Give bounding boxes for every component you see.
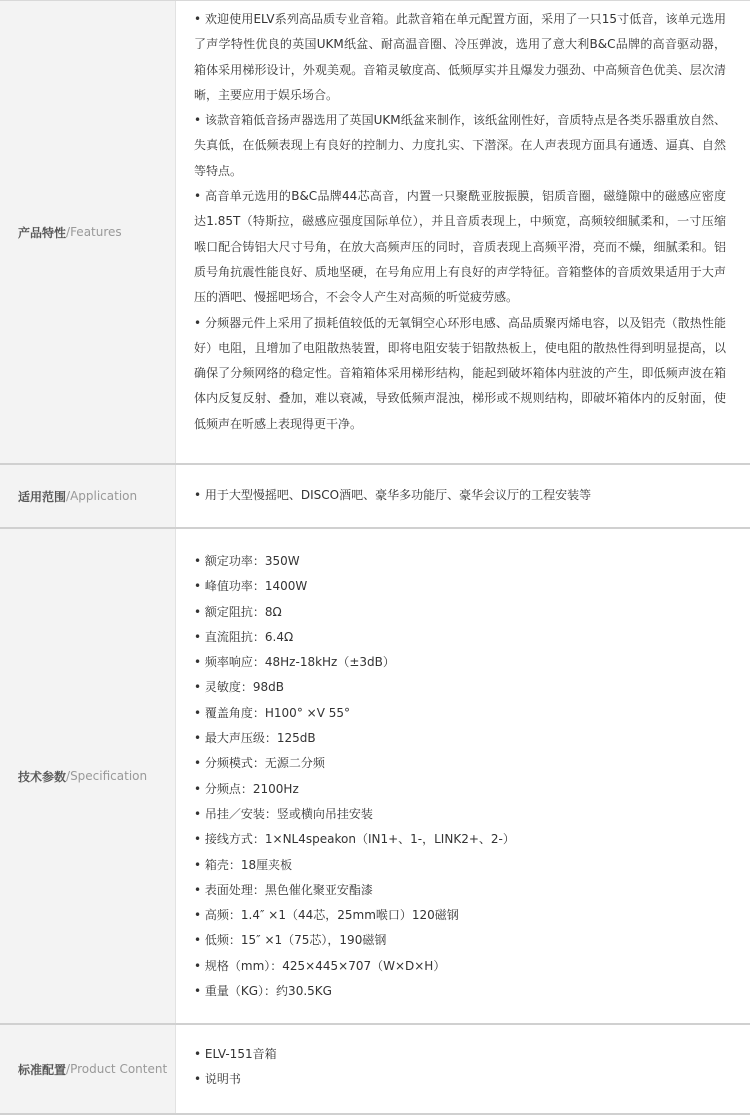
spec-item: • 频率响应：48Hz-18kHz（±3dB）	[194, 655, 395, 670]
application-item: • 用于大型慢摇吧、DISCO酒吧、豪华多功能厅、豪华会议厅的工程安装等	[194, 488, 592, 503]
label-separator: /	[66, 225, 71, 239]
product-content-item: • ELV-151音箱	[194, 1047, 277, 1061]
spec-item: • 直流阻抗：6.4Ω	[194, 629, 294, 644]
product-content-label	[0, 1025, 176, 1113]
spec-item: • 重量（KG）：约30.5KG	[194, 984, 332, 999]
product-content-content	[176, 1025, 750, 1113]
spec-item: • 峰值功率：1400W	[194, 579, 308, 594]
features-paragraph: • 该款音箱低音扬声器选用了英国UKM纸盆来制作，该纸盆刚性好，音质特点是各类乐器重放自然、失真低，在低频表现上有良好的控制力、力度扎实、下潜深。在人声表现方面具有通透、逼真、自然等特点。	[194, 113, 726, 178]
features-paragraph: • 欢迎使用ELV系列高品质专业音箱。此款音箱在单元配置方面，采用了一只15寸低音，该单元选用了声学特性优良的英国UKM纸盆、耐高温音圈、冷压弹波，选用了意大利B&C品牌的高音驱动器，箱体采用梯形设计，外观美观。音箱灵敏度高、低频厚实并且爆发力强劲、中高频音色优美、层次清晰，主要应用于娱乐场合。	[194, 12, 726, 102]
spec-item: • 最大声压级：125dB	[194, 731, 316, 746]
spec-item: • 额定功率：350W	[194, 554, 300, 568]
features-content	[176, 1, 750, 463]
product-content-section	[0, 1025, 750, 1115]
application-label-cn: 适用范围	[18, 489, 67, 504]
specification-label-cn: 技术参数	[18, 769, 67, 784]
features-label	[0, 1, 176, 463]
specification-content	[176, 529, 750, 1023]
spec-item: • 灵敏度：98dB	[194, 680, 285, 695]
spec-item: • 接线方式：1×NL4speakon（IN1+、1-，LINK2+、2-）	[194, 832, 515, 847]
application-section	[0, 465, 750, 529]
specification-section	[0, 529, 750, 1025]
application-content	[176, 465, 750, 527]
spec-item: • 吊挂／安装：竖或横向吊挂安装	[194, 806, 373, 821]
specification-label	[0, 529, 176, 1023]
spec-item: • 低频：15″ ×1（75芯），190磁钢	[194, 933, 387, 948]
spec-item: • 分频点：2100Hz	[194, 781, 299, 796]
spec-item: • 额定阻抗：8Ω	[194, 604, 282, 619]
product-content-label-cn: 标准配置	[18, 1062, 67, 1077]
spec-item: • 表面处理：黑色催化聚亚安酯漆	[194, 882, 373, 897]
label-separator: /	[66, 489, 71, 503]
specification-label-en: Specification	[70, 769, 148, 783]
features-label-en: Features	[70, 225, 122, 239]
spec-item: • 规格（mm）：425×445×707（W×D×H）	[194, 958, 446, 973]
label-separator: /	[66, 769, 71, 783]
spec-item: • 覆盖角度：H100° ×V 55°	[194, 705, 350, 720]
application-label-en: Application	[70, 489, 138, 503]
features-paragraph: • 高音单元选用的B&C品牌44芯高音，内置一只聚酰亚胺振膜，铝质音圈，磁缝隙中的磁感应密度达1.85T（特斯拉，磁感应强度国际单位），并且音质表现上，中频宽，高频较细腻柔和，一寸压缩喉口配合铸铝大尺寸号角，在放大高频声压的同时，音质表现上高频平滑，亮而不燥，细腻柔和。铝质号角抗震性能良好、质地坚硬，在号角应用上有良好的声学特征。音箱整体的音质效果适用于大声压的酒吧、慢摇吧场合，不会令人产生对高频的听觉疲劳感。	[194, 189, 726, 305]
product-content-label-en: Product Content	[70, 1062, 168, 1076]
features-label-cn: 产品特性	[18, 225, 67, 240]
application-label	[0, 465, 176, 527]
features-section	[0, 1, 750, 465]
label-separator: /	[66, 1062, 71, 1076]
spec-item: • 高频：1.4″ ×1（44芯，25mm喉口）120磁钢	[194, 908, 459, 923]
spec-item: • 分频模式：无源二分频	[194, 756, 325, 771]
features-paragraph: • 分频器元件上采用了损耗值较低的无氧铜空心环形电感、高品质聚丙烯电容，以及铝壳（散热性能好）电阻，且增加了电阻散热装置，即将电阻安装于铝散热板上，使电阻的散热性得到明显提高，以确保了分频网络的稳定性。音箱箱体采用梯形结构，能起到破坏箱体内驻波的产生，即低频声波在箱体内反复反射、叠加，难以衰减，导致低频声混浊，梯形或不规则结构，即破坏箱体内的反射面，使低频声在听感上表现得更干净。	[194, 315, 726, 431]
spec-item: • 箱壳：18厘夹板	[194, 857, 293, 872]
product-content-item: • 说明书	[194, 1072, 241, 1087]
